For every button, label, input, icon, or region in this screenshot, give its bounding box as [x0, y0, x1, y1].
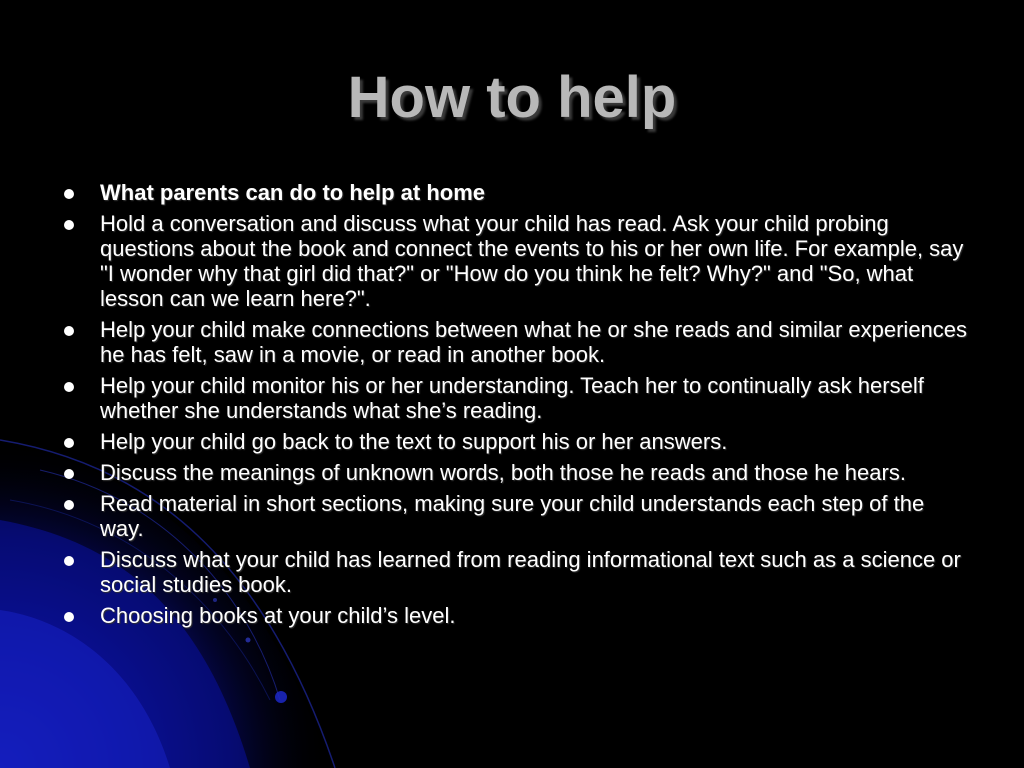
- bullet-dot-icon: [64, 220, 74, 230]
- bullet-text: Help your child monitor his or her understanding. Teach her to continually ask herself whether she understands what she’s reading.: [100, 373, 924, 423]
- bullet-text: Help your child make connections between what he or she reads and similar experiences he has felt, saw in a movie, or read in another book.: [100, 317, 968, 367]
- list-item: [62, 460, 972, 485]
- bullet-text: Read material in short sections, making sure your child understands each step of the way.: [100, 491, 925, 541]
- bullet-text: Discuss the meanings of unknown words, both those he reads and those he hears.: [100, 460, 906, 485]
- bullet-dot-icon: [64, 382, 74, 392]
- list-item: [62, 373, 972, 423]
- list-item: [62, 211, 972, 311]
- list-item: [62, 429, 972, 454]
- bullet-text: Discuss what your child has learned from reading informational text such as a science or social studies book.: [100, 547, 961, 597]
- bullet-dot-icon: [64, 469, 74, 479]
- list-item: [62, 491, 972, 541]
- bullet-dot-icon: [64, 556, 74, 566]
- bullet-dot-icon: [64, 189, 74, 199]
- list-item: [62, 317, 972, 367]
- list-item: [62, 180, 972, 205]
- list-item: [62, 603, 972, 628]
- bullet-dot-icon: [64, 500, 74, 510]
- bullet-dot-icon: [64, 438, 74, 448]
- slide-title: How to help: [347, 65, 677, 130]
- bullet-dot-icon: [64, 326, 74, 336]
- bullet-text: What parents can do to help at home: [100, 180, 486, 205]
- bullet-text: Choosing books at your child’s level.: [100, 603, 456, 628]
- list-item: [62, 547, 972, 597]
- bullet-dot-icon: [64, 612, 74, 622]
- bullet-text: Help your child go back to the text to support his or her answers.: [100, 429, 728, 454]
- bullet-text: Hold a conversation and discuss what your child has read. Ask your child probing questions about the book and connect the events to his or her own life. For example, say "I wonder why that girl did that?" or "How do you think he felt? Why?" and "So, what lesson can we learn here?".: [100, 211, 964, 311]
- bullet-list: [62, 180, 972, 634]
